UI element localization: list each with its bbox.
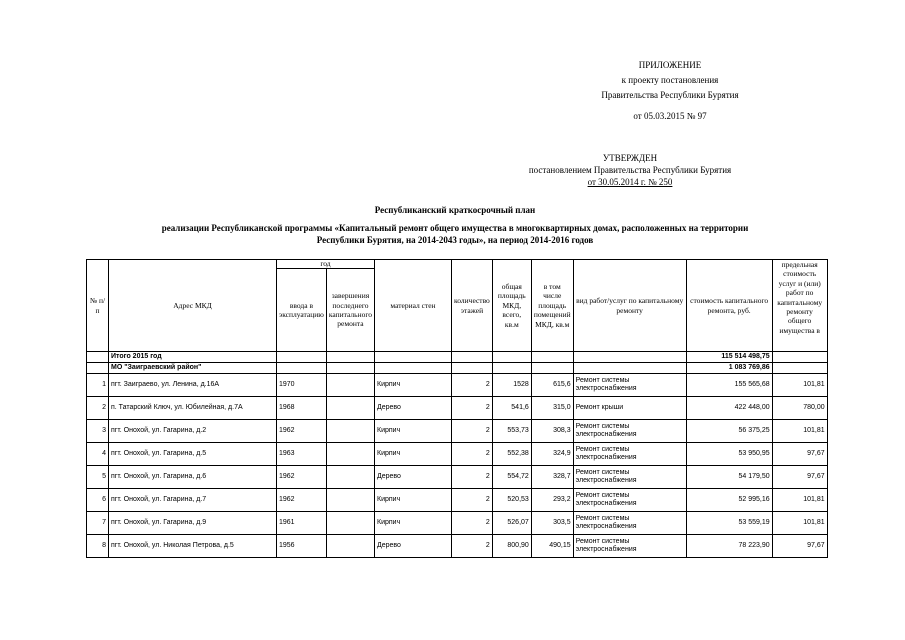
row-work: Ремонт системы электроснабжения <box>573 512 686 535</box>
row-year: 1962 <box>277 466 327 489</box>
row-address: пгт. Онохой, ул. Николая Петрова, д.5 <box>109 535 277 558</box>
header-max-cost: предельная стоимость услуг и (или) работ по капитальному ремонту общего имущества в <box>772 260 827 352</box>
row-total-area: 526,07 <box>492 512 531 535</box>
total-2015-label: Итого 2015 год <box>109 352 277 363</box>
row-last-repair <box>326 466 374 489</box>
row-max-cost: 101,81 <box>772 489 827 512</box>
row-work: Ремонт системы электроснабжения <box>573 420 686 443</box>
row-year: 1962 <box>277 420 327 443</box>
header-year-last-repair: завершения последнего капитального ремонта <box>326 269 374 352</box>
header-num: № п/п <box>87 260 109 352</box>
total-2015-cost: 115 514 498,75 <box>686 352 772 363</box>
row-work: Ремонт системы электроснабжения <box>573 466 686 489</box>
row-area: 308,3 <box>531 420 573 443</box>
row-area: 293,2 <box>531 489 573 512</box>
row-floors: 2 <box>452 466 493 489</box>
approved-title: УТВЕРЖДЕН <box>602 153 658 163</box>
row-year: 1968 <box>277 397 327 420</box>
table-row <box>87 443 828 466</box>
row-address: пгт. Онохой, ул. Гагарина, д.6 <box>109 466 277 489</box>
row-max-cost: 97,67 <box>772 535 827 558</box>
row-area: 328,7 <box>531 466 573 489</box>
row-address: пгт. Онохой, ул. Гагарина, д.7 <box>109 489 277 512</box>
row-num: 1 <box>87 374 109 397</box>
row-cost: 155 565,68 <box>686 374 772 397</box>
row-total-area: 553,73 <box>492 420 531 443</box>
header-wall-material: материал стен <box>375 260 452 352</box>
total-2015-row <box>87 352 828 363</box>
row-max-cost: 97,67 <box>772 466 827 489</box>
row-work: Ремонт системы электроснабжения <box>573 489 686 512</box>
row-floors: 2 <box>452 443 493 466</box>
table-row <box>87 397 828 420</box>
row-num: 6 <box>87 489 109 512</box>
row-work: Ремонт крыши <box>573 397 686 420</box>
row-floors: 2 <box>452 420 493 443</box>
approved-line1: постановлением Правительства Республики Бурятия <box>528 165 732 175</box>
row-address: пгт. Онохой, ул. Гагарина, д.9 <box>109 512 277 535</box>
row-num: 7 <box>87 512 109 535</box>
document-title <box>90 204 820 246</box>
row-area: 324,9 <box>531 443 573 466</box>
row-total-area: 1528 <box>492 374 531 397</box>
row-material: Кирпич <box>375 443 452 466</box>
row-floors: 2 <box>452 489 493 512</box>
row-year: 1956 <box>277 535 327 558</box>
title-line3: Республики Бурятия, на 2014-2043 годы», на период 2014-2016 годов <box>316 235 594 245</box>
title-line1: Республиканский краткосрочный план <box>374 205 536 215</box>
row-floors: 2 <box>452 512 493 535</box>
row-total-area: 541,6 <box>492 397 531 420</box>
row-floors: 2 <box>452 535 493 558</box>
header-year-commission: ввода в эксплуатацию <box>277 269 327 352</box>
row-num: 4 <box>87 443 109 466</box>
table-row <box>87 535 828 558</box>
row-last-repair <box>326 443 374 466</box>
row-address: п. Татарский Ключ, ул. Юбилейная, д.7А <box>109 397 277 420</box>
row-num: 3 <box>87 420 109 443</box>
row-last-repair <box>326 512 374 535</box>
row-cost: 56 375,25 <box>686 420 772 443</box>
row-last-repair <box>326 374 374 397</box>
appendix-block <box>530 58 810 124</box>
row-year: 1963 <box>277 443 327 466</box>
row-max-cost: 101,81 <box>772 374 827 397</box>
header-work-type: вид работ/услуг по капитальному ремонту <box>573 260 686 352</box>
row-total-area: 800,90 <box>492 535 531 558</box>
appendix-line1: к проекту постановления <box>621 75 719 85</box>
district-row <box>87 363 828 374</box>
title-line2: реализации Республиканской программы «Капитальный ремонт общего имущества в многоквартирных домах, расположенных на территории <box>161 223 749 233</box>
row-material: Кирпич <box>375 420 452 443</box>
row-material: Дерево <box>375 466 452 489</box>
row-area: 315,0 <box>531 397 573 420</box>
row-last-repair <box>326 420 374 443</box>
row-cost: 422 448,00 <box>686 397 772 420</box>
row-floors: 2 <box>452 397 493 420</box>
row-year: 1962 <box>277 489 327 512</box>
table-row <box>87 466 828 489</box>
row-work: Ремонт системы электроснабжения <box>573 535 686 558</box>
appendix-line2: Правительства Республики Бурятия <box>601 90 739 100</box>
row-last-repair <box>326 489 374 512</box>
header-year-group: год <box>277 260 375 269</box>
row-area: 303,5 <box>531 512 573 535</box>
row-year: 1961 <box>277 512 327 535</box>
row-material: Кирпич <box>375 512 452 535</box>
row-cost: 52 995,16 <box>686 489 772 512</box>
row-work: Ремонт системы электроснабжения <box>573 443 686 466</box>
row-address: пгт. Онохой, ул. Гагарина, д.5 <box>109 443 277 466</box>
approved-line2: от 30.05.2014 г. № 250 <box>587 177 673 187</box>
row-material: Кирпич <box>375 374 452 397</box>
district-label: МО "Заиграевский район" <box>109 363 277 374</box>
appendix-title: ПРИЛОЖЕНИЕ <box>638 60 702 70</box>
plan-table <box>86 259 828 558</box>
header-incl-area: в том числе площадь помещений МКД, кв.м <box>531 260 573 352</box>
row-max-cost: 780,00 <box>772 397 827 420</box>
row-cost: 78 223,90 <box>686 535 772 558</box>
header-cost: стоимость капитального ремонта, руб. <box>686 260 772 352</box>
header-floors: количество этажей <box>452 260 493 352</box>
row-last-repair <box>326 535 374 558</box>
row-area: 615,6 <box>531 374 573 397</box>
header-total-area: общая площадь МКД, всего, кв.м <box>492 260 531 352</box>
row-last-repair <box>326 397 374 420</box>
row-num: 2 <box>87 397 109 420</box>
approved-block <box>490 152 770 188</box>
row-max-cost: 101,81 <box>772 420 827 443</box>
table-row <box>87 489 828 512</box>
header-address: Адрес МКД <box>109 260 277 352</box>
row-material: Дерево <box>375 535 452 558</box>
table-row <box>87 512 828 535</box>
table-row <box>87 420 828 443</box>
row-area: 490,15 <box>531 535 573 558</box>
row-num: 5 <box>87 466 109 489</box>
row-total-area: 554,72 <box>492 466 531 489</box>
row-total-area: 552,38 <box>492 443 531 466</box>
district-cost: 1 083 769,86 <box>686 363 772 374</box>
row-address: пгт. Онохой, ул. Гагарина, д.2 <box>109 420 277 443</box>
row-total-area: 520,53 <box>492 489 531 512</box>
row-max-cost: 101,81 <box>772 512 827 535</box>
row-cost: 53 559,19 <box>686 512 772 535</box>
appendix-line3: от 05.03.2015 № 97 <box>633 111 707 121</box>
row-cost: 53 950,95 <box>686 443 772 466</box>
row-material: Дерево <box>375 397 452 420</box>
row-floors: 2 <box>452 374 493 397</box>
row-max-cost: 97,67 <box>772 443 827 466</box>
row-address: пгт. Заиграево, ул. Ленина, д.16А <box>109 374 277 397</box>
table-row <box>87 374 828 397</box>
row-year: 1970 <box>277 374 327 397</box>
row-num: 8 <box>87 535 109 558</box>
row-material: Кирпич <box>375 489 452 512</box>
row-work: Ремонт системы электроснабжения <box>573 374 686 397</box>
row-cost: 54 179,50 <box>686 466 772 489</box>
